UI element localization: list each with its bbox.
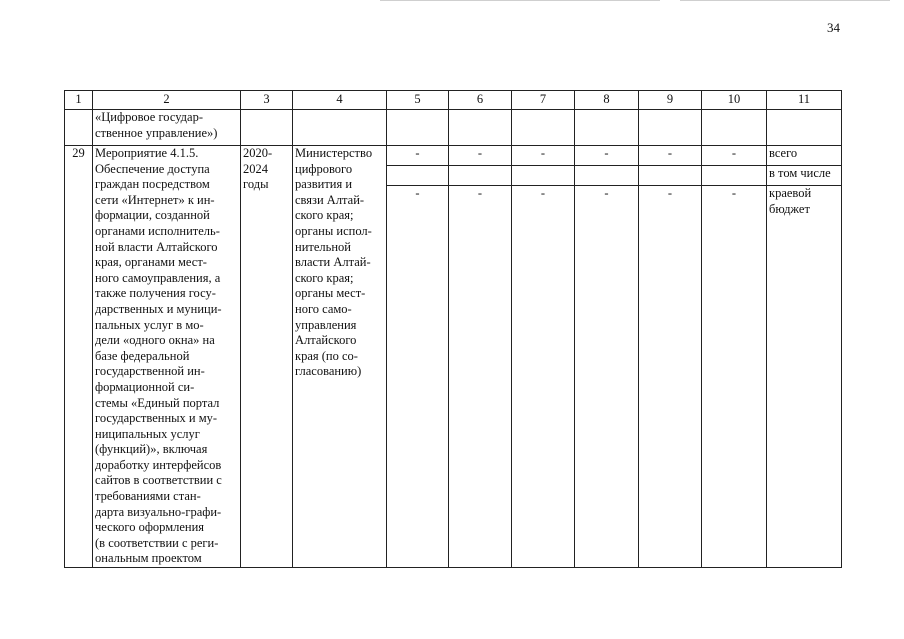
- text-line: края (по со-: [295, 348, 358, 363]
- text-line: связи Алтай-: [295, 192, 365, 207]
- value-cell: -: [449, 186, 512, 568]
- header-cell: 10: [702, 91, 767, 110]
- item-name-cell: [93, 146, 241, 568]
- text-line: цифрового: [295, 161, 353, 176]
- text-line: граждан посредством: [95, 177, 210, 192]
- funding-source-cell: в том числе: [767, 166, 842, 186]
- empty-cell: [449, 110, 512, 146]
- continuation-name-cell: [93, 110, 241, 146]
- text-line: сайтов в соответствии с: [95, 473, 222, 488]
- text-line: бюджет: [769, 201, 810, 216]
- value-cell: [387, 166, 449, 186]
- text-line: органами исполнитель-: [95, 223, 220, 238]
- text-line: «Цифровое государ-: [95, 110, 204, 124]
- header-cell: 2: [93, 91, 241, 110]
- text-line: ческого оформления: [95, 520, 205, 535]
- header-cell: 6: [449, 91, 512, 110]
- empty-cell: [702, 110, 767, 146]
- empty-cell: [387, 110, 449, 146]
- text-line: доработку интерфейсов: [95, 457, 222, 472]
- value-cell: [575, 166, 639, 186]
- text-line: гласованию): [295, 364, 362, 379]
- text-line: ского края;: [295, 270, 354, 285]
- header-cell: 3: [241, 91, 293, 110]
- text-line: Министерство: [295, 146, 373, 160]
- text-line: (функций)», включая: [95, 442, 208, 457]
- item-period-cell: [241, 146, 293, 568]
- text-line: формационной си-: [95, 379, 195, 394]
- text-line: дарта визуально-графи-: [95, 504, 222, 519]
- funding-source-cell: всего: [767, 146, 842, 166]
- item-number-cell: 29: [65, 146, 93, 568]
- text-line: развития и: [295, 177, 353, 192]
- text-line: годы: [243, 177, 269, 192]
- empty-cell: [293, 110, 387, 146]
- text-line: государственной ин-: [95, 364, 205, 379]
- text-line: пальных услуг в мо-: [95, 317, 204, 332]
- value-cell: [449, 166, 512, 186]
- value-cell: -: [575, 146, 639, 166]
- header-cell: 7: [512, 91, 575, 110]
- empty-cell: [639, 110, 702, 146]
- text-line: ональным проектом: [95, 551, 202, 566]
- text-line: управления: [295, 317, 357, 332]
- program-table: [64, 90, 842, 568]
- header-cell: 8: [575, 91, 639, 110]
- value-cell: -: [639, 146, 702, 166]
- header-cell: 5: [387, 91, 449, 110]
- text-line: ного само-: [295, 301, 352, 316]
- header-cell: 4: [293, 91, 387, 110]
- text-line: ного самоуправления, а: [95, 270, 221, 285]
- empty-cell: [65, 110, 93, 146]
- header-cell: 1: [65, 91, 93, 110]
- value-cell: [702, 166, 767, 186]
- text-line: базе федеральной: [95, 348, 190, 363]
- text-line: власти Алтай-: [295, 255, 371, 270]
- empty-cell: [767, 110, 842, 146]
- empty-cell: [241, 110, 293, 146]
- value-cell: -: [575, 186, 639, 568]
- text-line: ского края;: [295, 208, 354, 223]
- text-line: ственное управление»): [95, 125, 218, 140]
- item-executor-cell: [293, 146, 387, 568]
- text-line: требованиями стан-: [95, 489, 201, 504]
- text-line: органы испол-: [295, 223, 372, 238]
- text-line: также получения госу-: [95, 286, 216, 301]
- text-line: сети «Интернет» к ин-: [95, 192, 215, 207]
- continuation-row: [65, 110, 842, 146]
- value-cell: [512, 166, 575, 186]
- text-line: органы мест-: [295, 286, 366, 301]
- table-row: [65, 146, 842, 166]
- text-line: стемы «Единый портал: [95, 395, 220, 410]
- header-cell: 9: [639, 91, 702, 110]
- value-cell: [639, 166, 702, 186]
- page-number: 34: [827, 20, 840, 35]
- text-line: формации, созданной: [95, 208, 210, 223]
- text-line: 2020-: [243, 146, 273, 160]
- text-line: дели «одного окна» на: [95, 333, 215, 348]
- value-cell: -: [702, 186, 767, 568]
- empty-cell: [512, 110, 575, 146]
- empty-cell: [575, 110, 639, 146]
- value-cell: -: [512, 146, 575, 166]
- item-name-text: [95, 146, 238, 567]
- header-cell: 11: [767, 91, 842, 110]
- value-cell: -: [387, 146, 449, 166]
- value-cell: -: [702, 146, 767, 166]
- funding-source-cell: [767, 186, 842, 568]
- text-line: нительной: [295, 239, 351, 254]
- text-line: (в соответствии с реги-: [95, 535, 219, 550]
- value-cell: -: [512, 186, 575, 568]
- value-cell: -: [387, 186, 449, 568]
- text-line: Мероприятие 4.1.5.: [95, 146, 199, 160]
- text-line: 2024: [243, 161, 268, 176]
- header-row: [65, 91, 842, 110]
- value-cell: -: [639, 186, 702, 568]
- text-line: краевой: [769, 186, 812, 200]
- text-line: ной власти Алтайского: [95, 239, 218, 254]
- text-line: ниципальных услуг: [95, 426, 200, 441]
- text-line: Алтайского: [295, 333, 357, 348]
- value-cell: -: [449, 146, 512, 166]
- text-line: Обеспечение доступа: [95, 161, 210, 176]
- text-line: государственных и му-: [95, 411, 218, 426]
- text-line: края, органами мест-: [95, 255, 207, 270]
- text-line: дарственных и муници-: [95, 301, 222, 316]
